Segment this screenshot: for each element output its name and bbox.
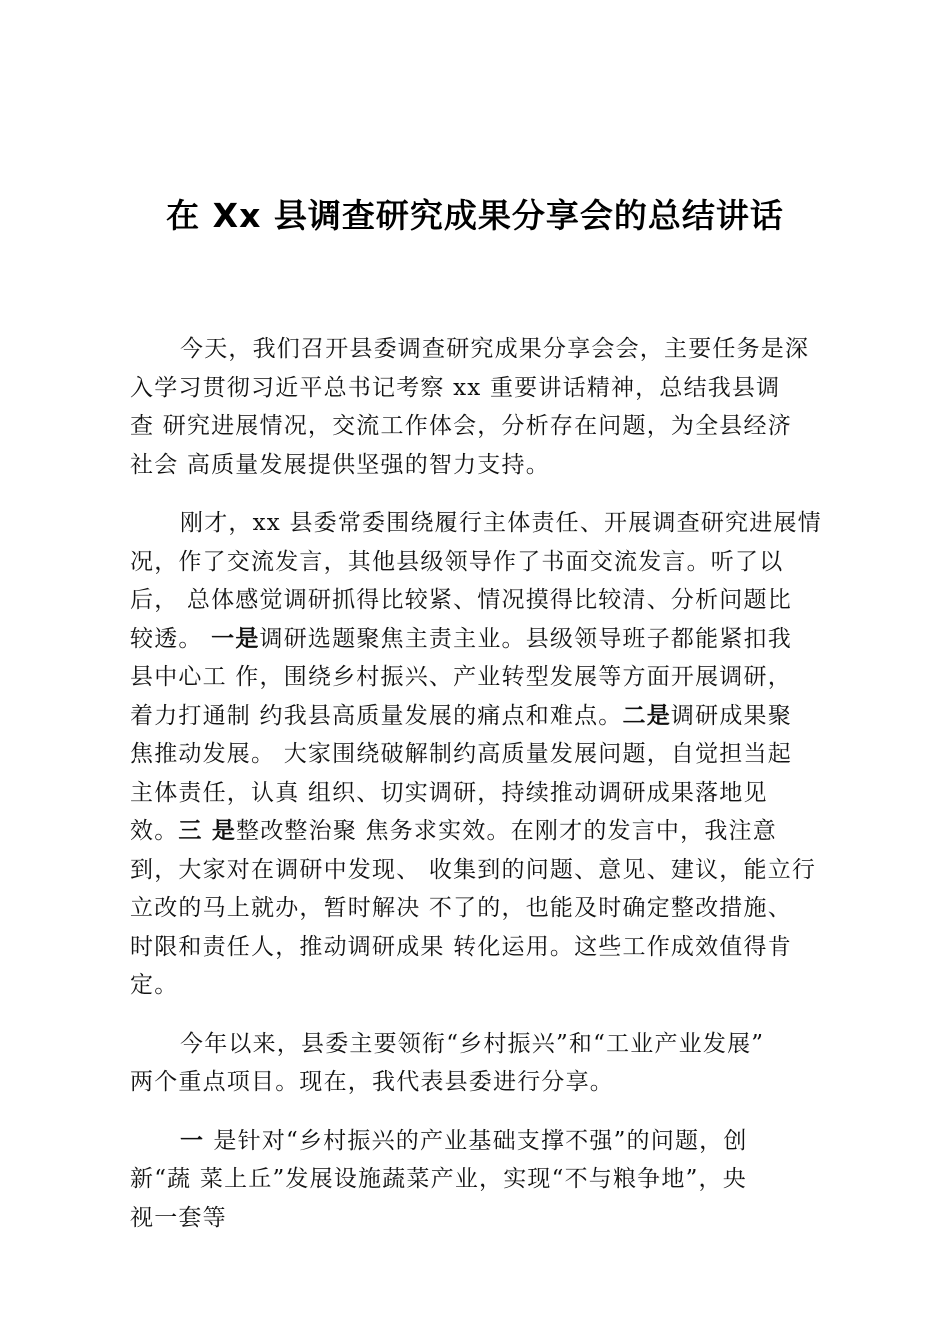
text-line: 视一套等	[130, 1204, 227, 1231]
text-line: 今年以来，县委主要领衔“乡村振兴”和“工业产业发展”	[180, 1030, 765, 1057]
paragraph-2	[130, 504, 840, 1005]
text-line: 主体责任，认真 组织、切实调研，持续推动调研成果落地见	[130, 779, 768, 806]
text-line: 焦推动发展。 大家围绕破解制约高质量发展问题，自觉担当起	[130, 741, 792, 767]
bold-marker-one: 一	[180, 1127, 214, 1154]
bold-marker-two: 二是	[622, 702, 671, 729]
text-run: 整改整治聚 焦务求实效。在刚才的发言中，我注意	[236, 818, 777, 844]
text-line: 定。	[130, 972, 179, 998]
text-line: 后， 总体感觉调研抓得比较紧、情况摸得比较清、分析问题比	[130, 587, 792, 613]
text-line: 社会 高质量发展提供坚强的智力支持。	[130, 451, 550, 478]
text-line: 今天，我们召开县委调查研究成果分享会会，主要任务是深	[180, 336, 810, 362]
text-run: 效。	[130, 818, 179, 844]
bold-marker-one: 一是	[211, 625, 260, 652]
text-line: 刚才，xx 县委常委围绕履行主体责任、开展调查研究进展情	[180, 510, 822, 536]
text-line: 查 研究进展情况，交流工作体会，分析存在问题，为全县经济	[130, 413, 792, 439]
paragraph-3	[130, 1025, 840, 1102]
paragraph-1	[130, 330, 840, 484]
text-line: 况，作了交流发言，其他县级领导作了书面交流发言。听了以	[130, 548, 784, 575]
paragraph-4	[130, 1122, 840, 1238]
text-run: 着力打通制 约我县高质量发展的痛点和难点。	[130, 702, 623, 729]
text-line	[130, 1122, 840, 1161]
text-run: 是针对“乡村振兴的产业基础支撑不强”的问题，创	[213, 1127, 748, 1154]
text-line	[130, 697, 840, 736]
text-line: 到，大家对在调研中发现、 收集到的问题、意见、建议，能立行	[130, 856, 817, 883]
text-line	[130, 812, 840, 851]
document-body	[130, 330, 840, 1257]
text-line: 县中心工 作，围绕乡村振兴、产业转型发展等方面开展调研，	[130, 664, 792, 690]
text-line: 新“蔬 菜上丘”发展设施蔬菜产业，实现“不与粮争地”，央	[130, 1166, 747, 1192]
text-line	[130, 620, 840, 659]
text-line: 两个重点项目。现在，我代表县委进行分享。	[130, 1069, 614, 1095]
text-line: 立改的马上就办，暂时解决 不了的，也能及时确定整改措施、	[130, 895, 792, 921]
text-line: 入学习贯彻习近平总书记考察 xx 重要讲话精神，总结我县调	[130, 374, 781, 401]
text-line: 时限和责任人，推动调研成果 转化运用。这些工作成效值得肯	[130, 933, 792, 960]
document-title: 在 Xx 县调查研究成果分享会的总结讲话	[166, 196, 784, 235]
text-run: 较透。	[130, 625, 212, 652]
text-run: 调研成果聚	[670, 702, 792, 729]
bold-marker-three: 三 是	[178, 818, 237, 844]
text-run: 调研选题聚焦主责主业。县级领导班子都能紧扣我	[259, 625, 792, 652]
